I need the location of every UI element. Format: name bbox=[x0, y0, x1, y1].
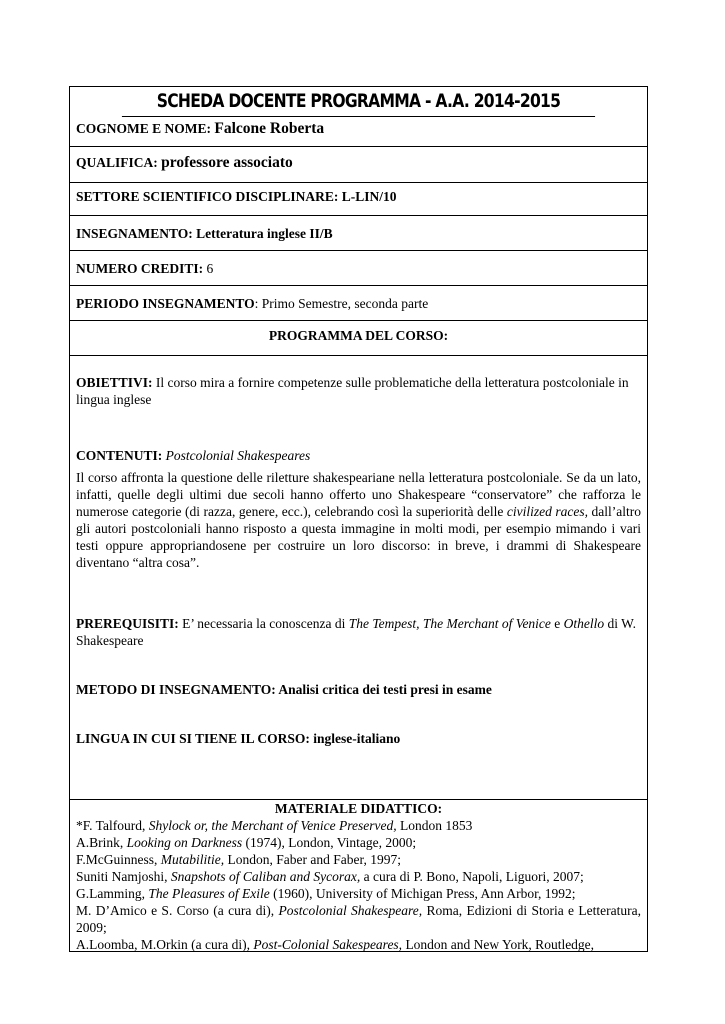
reference-title: Postcolonial Shakespeare, bbox=[278, 903, 423, 918]
reference-title: The Pleasures of Exile bbox=[148, 886, 270, 901]
insegnamento-value: Letteratura inglese II/B bbox=[196, 226, 333, 241]
reference-text: F.McGuinness, bbox=[76, 852, 161, 867]
programma-heading: PROGRAMMA DEL CORSO: bbox=[70, 321, 647, 356]
name-value: Falcone Roberta bbox=[214, 120, 325, 137]
reference-details: London 1853 bbox=[396, 818, 473, 833]
reference-title: Shylock or, the Merchant of Venice Preserved, bbox=[148, 818, 397, 833]
reference-title: Post-Colonial Sakespeares, bbox=[253, 937, 403, 952]
document-title: SCHEDA DOCENTE PROGRAMMA - A.A. 2014-2015 bbox=[122, 87, 595, 117]
prerequisiti-italic-1: The Tempest, The Merchant of Venice bbox=[348, 616, 551, 631]
qualifica-row bbox=[70, 147, 647, 183]
prerequisiti-italic-2: Othello bbox=[563, 616, 605, 631]
reference-item bbox=[76, 868, 641, 885]
contenuti-title: Postcolonial Shakespeares bbox=[165, 448, 311, 463]
reference-title: Snapshots of Caliban and Sycorax, bbox=[170, 869, 361, 884]
prerequisiti-section bbox=[76, 615, 641, 649]
qualifica-value: professore associato bbox=[161, 154, 293, 171]
reference-text: G.Lamming, bbox=[76, 886, 149, 901]
reference-item bbox=[76, 885, 641, 902]
reference-text: *F. Talfourd, bbox=[76, 818, 149, 833]
reference-item bbox=[76, 936, 641, 953]
prerequisiti-label: PREREQUISITI: bbox=[76, 616, 179, 631]
reference-text: M. D’Amico e S. Corso (a cura di), bbox=[76, 903, 279, 918]
contenuti-text-b: dall’altro gli autori postcoloniali hanno risposto a questa immagine in molti modi, per esempio mimando i vari testi oppure appropriandosene per costruire un loro discorso: in breve, i drammi di Shakespeare diventano “altra cosa”. bbox=[76, 504, 641, 570]
obiettivi-text: Il corso mira a fornire competenze sulle problematiche della letteratura postcoloniale in lingua inglese bbox=[76, 375, 629, 407]
crediti-value: 6 bbox=[206, 261, 214, 276]
crediti-label: NUMERO CREDITI: bbox=[76, 261, 204, 276]
obiettivi-label: OBIETTIVI: bbox=[76, 375, 153, 390]
prerequisiti-text-1: E’ necessaria la conoscenza di bbox=[178, 616, 349, 631]
periodo-label: PERIODO INSEGNAMENTO bbox=[76, 296, 255, 311]
reference-list bbox=[76, 817, 641, 953]
prerequisiti-text-2: e bbox=[550, 616, 564, 631]
reference-text: A.Brink, bbox=[76, 835, 127, 850]
prerequisiti-text-3: di W. Shakespeare bbox=[76, 616, 637, 648]
reference-details: Roma, Edizioni di Storia e Letteratura, 2009; bbox=[76, 903, 641, 935]
name-row bbox=[70, 117, 647, 147]
lingua-section bbox=[76, 730, 641, 747]
settore-label: SETTORE SCIENTIFICO DISCIPLINARE: bbox=[76, 189, 339, 204]
reference-text: A.Loomba, M.Orkin (a cura di), bbox=[76, 937, 254, 952]
insegnamento-row bbox=[70, 216, 647, 251]
reference-details: (1960), University of Michigan Press, Ann Arbor, 1992; bbox=[269, 886, 576, 901]
reference-item bbox=[76, 817, 641, 834]
lingua-text: inglese-italiano bbox=[309, 731, 401, 746]
reference-details: (1974), London, Vintage, 2000; bbox=[242, 835, 417, 850]
materiale-section bbox=[70, 800, 647, 953]
contenuti-text-a: Il corso affronta la questione delle riletture shakespeariane nella letteratura postcoloniale. Se da un lato, infatti, quelle degli ultimi due secoli hanno offerto uno Shakespeare “conservatore” che rafforza le numerose categorie (di razza, genere, ecc.), celebrando così la superiorità delle bbox=[76, 470, 641, 519]
reference-details: a cura di P. Bono, Napoli, Liguori, 2007; bbox=[360, 869, 584, 884]
contenuti-italic: civilized races, bbox=[506, 504, 588, 519]
reference-details: London and New York, Routledge, bbox=[402, 937, 595, 952]
qualifica-label: QUALIFICA: bbox=[76, 155, 158, 170]
program-sheet bbox=[69, 86, 648, 952]
contenuti-heading bbox=[76, 447, 641, 464]
reference-item bbox=[76, 851, 641, 868]
metodo-section bbox=[76, 681, 641, 698]
materiale-heading: MATERIALE DIDATTICO: bbox=[274, 801, 443, 816]
reference-item bbox=[76, 902, 641, 936]
contenuti-paragraph bbox=[76, 469, 641, 571]
reference-text: Suniti Namjoshi, bbox=[76, 869, 171, 884]
lingua-label: LINGUA IN CUI SI TIENE IL CORSO: bbox=[76, 731, 310, 746]
reference-item bbox=[76, 834, 641, 851]
settore-row bbox=[70, 183, 647, 216]
obiettivi-section bbox=[76, 374, 641, 408]
reference-details: London, Faber and Faber, 1997; bbox=[224, 852, 401, 867]
periodo-row bbox=[70, 286, 647, 321]
reference-title: Looking on Darkness bbox=[126, 835, 243, 850]
course-content bbox=[70, 356, 647, 800]
metodo-label: METODO DI INSEGNAMENTO: bbox=[76, 682, 276, 697]
crediti-row bbox=[70, 251, 647, 286]
metodo-text: Analisi critica dei testi presi in esame bbox=[275, 682, 492, 697]
periodo-value: : Primo Semestre, seconda parte bbox=[254, 296, 429, 311]
settore-value: L-LIN/10 bbox=[341, 189, 397, 204]
reference-title: Mutabilitie, bbox=[160, 852, 225, 867]
contenuti-label: CONTENUTI: bbox=[76, 448, 163, 463]
insegnamento-label: INSEGNAMENTO: bbox=[76, 226, 193, 241]
name-label: COGNOME E NOME: bbox=[76, 121, 211, 136]
